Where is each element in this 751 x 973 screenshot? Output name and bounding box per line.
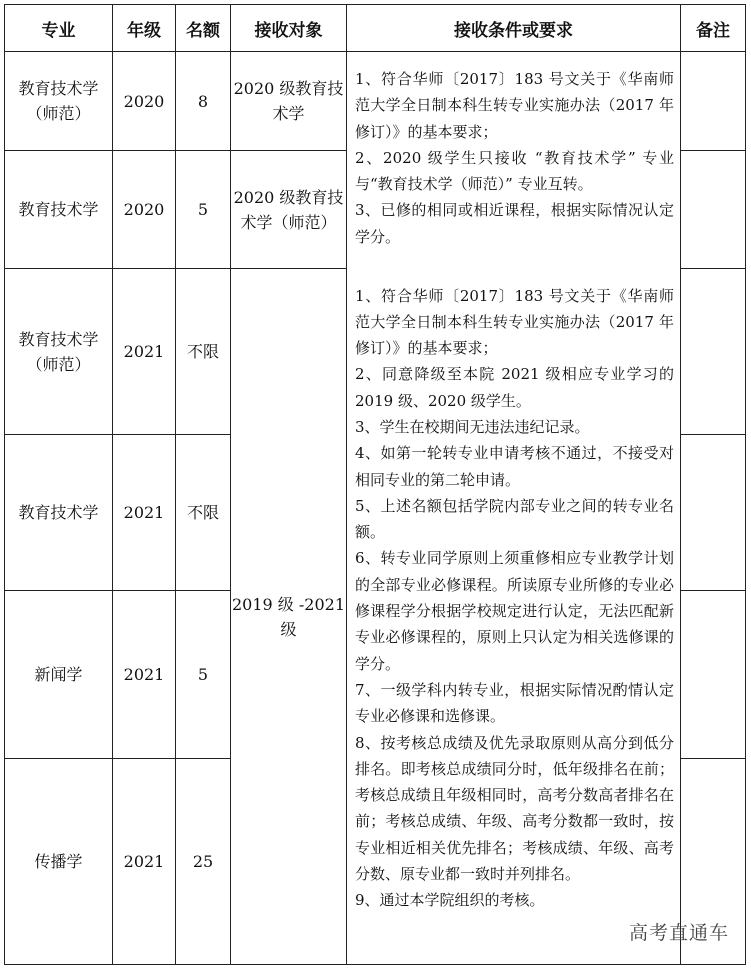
notes-cell — [681, 435, 746, 591]
table-row — [5, 269, 746, 435]
watermark: 高考直通车 — [628, 922, 729, 944]
header-target: 接收对象 — [231, 5, 347, 52]
quota-cell: 5 — [176, 591, 231, 759]
grade-cell: 2021 — [113, 759, 176, 965]
requirement-item: 2、2020 级学生只接收 “教育技术学” 专业与“教育技术学（师范）” 专业互转。 — [355, 148, 674, 194]
quota-cell: 5 — [176, 151, 231, 269]
table-row — [5, 52, 746, 151]
header-quota: 名额 — [176, 5, 231, 52]
major-cell: 传播学 — [5, 759, 113, 965]
target-cell-2021: 2019 级 -2021 级 — [231, 269, 347, 965]
grade-cell: 2021 — [113, 591, 176, 759]
requirement-item: 2、同意降级至本院 2021 级相应专业学习的 2019 级、2020 级学生。 — [355, 365, 674, 410]
quota-cell: 25 — [176, 759, 231, 965]
transfer-quota-table — [4, 4, 746, 965]
grade-cell: 2020 — [113, 52, 176, 151]
major-cell: 教育技术学（师范） — [5, 52, 113, 151]
header-requirements: 接收条件或要求 — [347, 5, 681, 52]
major-cell: 教育技术学（师范） — [5, 269, 113, 435]
requirement-item: 9、通过本学院组织的考核。 — [355, 891, 545, 910]
requirements-cell-2020 — [347, 52, 681, 269]
grade-cell: 2021 — [113, 435, 176, 591]
notes-cell — [681, 52, 746, 151]
grade-cell: 2020 — [113, 151, 176, 269]
requirement-item: 1、符合华师〔2017〕183 号文关于《华南师范大学全日制本科生转专业实施办法（2017 年修订）》的基本要求； — [355, 286, 674, 358]
quota-cell: 8 — [176, 52, 231, 151]
grade-cell: 2021 — [113, 269, 176, 435]
major-cell: 教育技术学 — [5, 151, 113, 269]
header-grade: 年级 — [113, 5, 176, 52]
quota-cell: 不限 — [176, 269, 231, 435]
notes-cell — [681, 269, 746, 435]
major-cell: 新闻学 — [5, 591, 113, 759]
header-major: 专业 — [5, 5, 113, 52]
requirement-item: 3、学生在校期间无违法违纪记录。 — [355, 417, 590, 436]
requirement-item: 5、上述名额包括学院内部专业之间的转专业名额。 — [355, 496, 674, 542]
target-cell: 2020 级教育技术学（师范） — [231, 151, 347, 269]
quota-cell: 不限 — [176, 435, 231, 591]
requirement-item: 7、一级学科内转专业，根据实际情况酌情认定专业必修课和选修课。 — [355, 680, 674, 726]
notes-cell — [681, 591, 746, 759]
header-notes: 备注 — [681, 5, 746, 52]
requirement-item: 6、转专业同学原则上须重修相应专业教学计划的全部专业必修课程。所读原专业所修的专业必修课程学分根据学校规定进行认定，无法匹配新专业必修课程的，原则上只认定为相关选修课的学分。 — [355, 549, 674, 673]
requirement-item: 8、按考核总成绩及优先录取原则从高分到低分排名。即考核总成绩同分时，低年级排名在前；考核总成绩且年级相同时，高考分数高者排名在前；考核总成绩、年级、高考分数都一致时，按专业相近相关优先排名；考核成绩、年级、高考分数、原专业都一致时并列排名。 — [355, 733, 674, 884]
header-row — [5, 5, 746, 52]
major-cell: 教育技术学 — [5, 435, 113, 591]
requirement-item: 4、如第一轮转专业申请考核不通过，不接受对相同专业的第二轮申请。 — [355, 444, 674, 489]
requirements-cell-2021 — [347, 269, 681, 965]
target-cell: 2020 级教育技术学 — [231, 52, 347, 151]
requirement-item: 1、符合华师〔2017〕183 号文关于《华南师范大学全日制本科生转专业实施办法（2017 年修订）》的基本要求； — [355, 70, 674, 141]
requirement-item: 3、已修的相同或相近课程，根据实际情况认定学分。 — [355, 201, 674, 246]
notes-cell — [681, 151, 746, 269]
